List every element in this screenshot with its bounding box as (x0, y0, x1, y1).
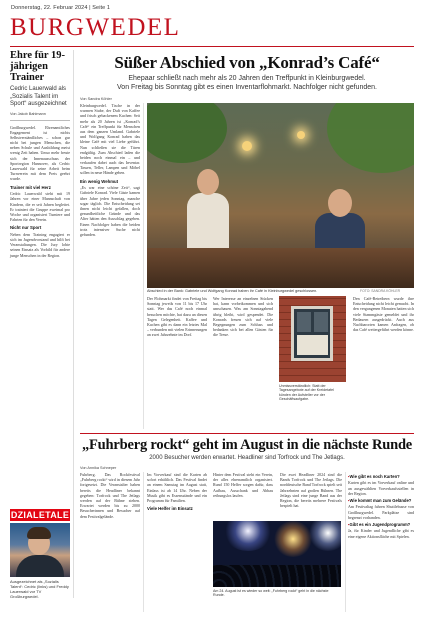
column-rule (143, 103, 144, 429)
cafe-photo (147, 103, 414, 288)
photo-crowd (213, 565, 341, 587)
photo-sign-board (297, 335, 328, 355)
main-deck (80, 74, 414, 92)
faq-question: ▪ Wie gibt es noch Karten? (348, 474, 414, 479)
faq-answer: Karten gibt es im Vorverkauf online und an ausgewählten Vorverkaufsstellen in der Region. (348, 480, 414, 496)
main-column (213, 296, 273, 340)
photo-window-pane (314, 312, 328, 332)
festival-column (147, 472, 207, 513)
sidebar-paragraph: Cedric Lauerwald steht mit 19 Jahren vor einer Mannschaft von Kindern, die er seit Jahren begleitet. Er trainiert die Gruppe zweimal pro Woche und organisiert Turniere und Fahrten für den Verein. (10, 191, 70, 223)
photo-lamp (297, 131, 305, 139)
festival-paragraph: Die zwei Headliner 2024 sind die Bands Torfrock und The Jetlags. Die norddeutsche Band Torfrock spielt seit Jahrzehnten auf großen Bühnen. The Jetlags sind eine junge Band aus der Region, die bereits mehrere Festivals bespielt hat. (280, 472, 342, 509)
photo-window (291, 306, 333, 361)
sidebar-body (10, 125, 70, 258)
main-paragraph: „Es war eine schöne Zeit“, sagt Gabriele Konrad. Viele Gäste kamen über Jahre jeden Sonntag, manche sogar täglich. Die Entscheidung sei ihnen nicht leicht gefallen, doch gesundheitliche Gründe und das Alter hätten den Ausschlag gegeben. Einen Nachfolger haben die beiden trotz intensiver Suche nicht gefunden. (80, 185, 140, 237)
trainer-photo-caption: Ausgezeichnet als „Sozialis Talent“: Cedric (links) und Freddy Lauerwald vor TV Großburgwedel. (10, 579, 69, 599)
festival-paragraph: Im Vorverkauf sind die Karten ab sofort erhältlich. Das Festival findet an einem Samstag im August statt, Einlass ist ab 14 Uhr. Neben der Musik gibt es Essensstände und ein Programm für Familien. (147, 472, 207, 503)
photo-window-pane (297, 312, 311, 332)
sidebar-subhead: Nicht nur Sport (10, 225, 42, 231)
dziale-logo: DZIALETALE (10, 510, 70, 520)
top-rule (10, 46, 414, 47)
main-column (353, 296, 414, 334)
festival-faq-box (348, 472, 414, 541)
dateline: Donnerstag, 22. Februar 2024 | Seite 1 (11, 5, 111, 11)
concert-photo-caption: Am 24. August ist es wieder so weit: „Fuhrberg rockt“ geht in die nächste Runde. (213, 589, 329, 597)
section-title: BURGWEDEL (10, 14, 181, 41)
sidebar-paragraph: Großburgwedel. Ehrenamtliches Engagement ist nichts Selbstverständliches – schon gar nicht bei jungen Menschen, die neben Schule und Ausbildung meist wenig Zeit haben. Umso mehr freute sich der Innenausschuss der Sportregion Hannover, als Cedric Lauerwald für seine Arbeit beim Turnverein mit dem Preis geehrt wurde. (10, 124, 70, 182)
main-headline: Süßer Abschied von „Konrad’s Café“ (114, 53, 380, 72)
main-deck-line: Von Freitag bis Sonntag gibt es einen Inventarflohmarkt. Nachfolger nicht gefunden. (117, 84, 377, 92)
photo-figure-torso (16, 555, 64, 577)
storefront-photo-caption: Unmissverständlich: Statt der Tagesangebote auf der Kreidetafel künden der Aufsteller vor der Geschäftsaufgabe. (279, 384, 334, 402)
photo-figure-hair (27, 527, 51, 539)
festival-paragraph: Fuhrberg. Das Rockfestival „Fuhrberg rockt“ wird in diesem Jahr fortgesetzt. Die Veranstalter haben bereits die Headliner bekannt gegeben: Torfrock und The Jetlags werden auf der Bühne stehen. Erwartet werden bis zu 2000 Besucherinnen und Besucher auf dem Festivalgelände. (80, 472, 140, 519)
main-byline: Von Sandra Köhler (80, 97, 112, 101)
sidebar-paragraph: Neben dem Training engagiert er sich im Jugendvorstand und hilft bei Veranstaltungen. Die Jury lobte seinen Einsatz als Vorbild für andere junge Menschen in der Region. (10, 231, 70, 258)
photo-stage-light (223, 521, 273, 551)
main-column (80, 103, 140, 239)
cafe-photo-caption: Abschied in der Bank: Gabriele und Wolfgang Konrad haben ihr Café in Kleinburgwedel geschlossen. (147, 289, 318, 293)
festival-headline: „Fuhrberg rockt“ geht im August in die nächste Runde (81, 437, 413, 453)
photo-stage-light (308, 521, 341, 551)
mid-rule (80, 433, 414, 434)
sidebar-separator (73, 50, 74, 598)
storefront-photo (279, 296, 346, 382)
festival-deck: 2000 Besucher werden erwartet. Headliner sind Torfrock und The Jetlags. (149, 455, 345, 461)
photo-person-head (328, 189, 352, 217)
photo-counter (147, 248, 414, 288)
cafe-photo-credit: FOTO: SANDRA KÖHLER (360, 289, 401, 293)
sidebar-headline: Ehre für 19-jährigen Trainer (10, 50, 66, 84)
sidebar-deck: Cedric Lauerwald als „Sozialis Talent im Sport“ ausgezeichnet (10, 86, 67, 108)
festival-paragraph: Hinter dem Festival steht ein Verein, der alles ehrenamtlich organisiert. Rund 150 Helfer sorgen dafür, dass Aufbau, Ausschank und Abbau reibungslos laufen. (213, 472, 273, 498)
festival-column (280, 472, 342, 510)
faq-answer: Am Festivaltag fahren Shuttlebusse von Großburgwedel. Parkplätze sind begrenzt vorhanden. (348, 504, 414, 520)
main-paragraph: Der Flohmarkt findet von Freitag bis Sonntag jeweils von 11 bis 17 Uhr statt. Wer das Café noch einmal besuchen möchte, hat dazu an diesen Tagen Gelegenheit. Kaffee und Kuchen gibt es dann ein letztes Mal – verbunden mit vielen Erinnerungen an zwei Jahrzehnte im Dorf. (147, 296, 207, 338)
photo-stage-light (273, 521, 313, 557)
main-paragraph: Wer Interesse an einzelnen Stücken hat, kann vorbeikommen und sich umschauen. Was am Sonntagabend übrig bleibt, wird gespendet. Die Konrads freuen sich auf viele Begegnungen zum Schluss und bedanken sich bei allen Gästen für die Treue. (213, 296, 273, 338)
festival-subhead: Viele Helfer im Einsatz (147, 506, 193, 512)
main-deck-line: Ehepaar schließt nach mehr als 20 Jahren den Treffpunkt in Kleinburgwedel. (128, 75, 366, 82)
photo-person-head (197, 169, 219, 195)
sidebar-article (10, 50, 70, 260)
photo-lamp (242, 141, 252, 151)
column-rule (143, 472, 144, 612)
festival-column (213, 472, 273, 500)
main-subhead: Ein wenig Wehmut (80, 178, 119, 184)
trainer-photo (10, 523, 70, 577)
main-paragraph: Den Café-Betreibern wurde ihre Entscheidung nicht leicht gemacht. In den vergangenen Monaten hatten sich viele Stammgäste gemeldet und ihr Bedauern ausgedrückt. Auch aus Nachbarorten kamen Anfragen, ob das Café weitergeführt werden könne. (353, 296, 414, 333)
concert-photo (213, 521, 341, 587)
festival-column (80, 472, 140, 521)
sidebar-divider (10, 120, 70, 121)
main-column (147, 296, 207, 340)
sidebar-byline: Von Jakob Bahlmann (10, 111, 46, 116)
column-rule (345, 472, 346, 612)
main-paragraph: Kleinburgwedel. Tische in der warmen Stube, der Duft von Kaffee und frisch gebackenem Kuchen: Seit mehr als 20 Jahren ist „Konrad’s Café“ ein Treffpunkt für Menschen aus dem ganzen Umland. Gabriele und Wolfgang Konrad haben das kleine Café mit viel Liebe geführt. Nun schließen sie die Türen endgültig. Zum Abschied laden die beiden noch einmal ein – und verkaufen dabei auch das Inventar. Tassen, Teller, Lampen und Möbel sollen in neue Hände gehen. (80, 103, 140, 176)
sidebar-subhead: Trainer mit viel Herz (10, 184, 51, 190)
faq-answer: Ja, für Kinder und Jugendliche gibt es eine eigene Aktionsfläche mit Spielen. (348, 528, 414, 539)
faq-question: ▪ Gibt es ein Jugendprogramm? (348, 522, 414, 527)
festival-byline: Von Annika Schneper (80, 466, 117, 470)
faq-question: ▪ Wie kommt man zum Gelände? (348, 498, 414, 503)
